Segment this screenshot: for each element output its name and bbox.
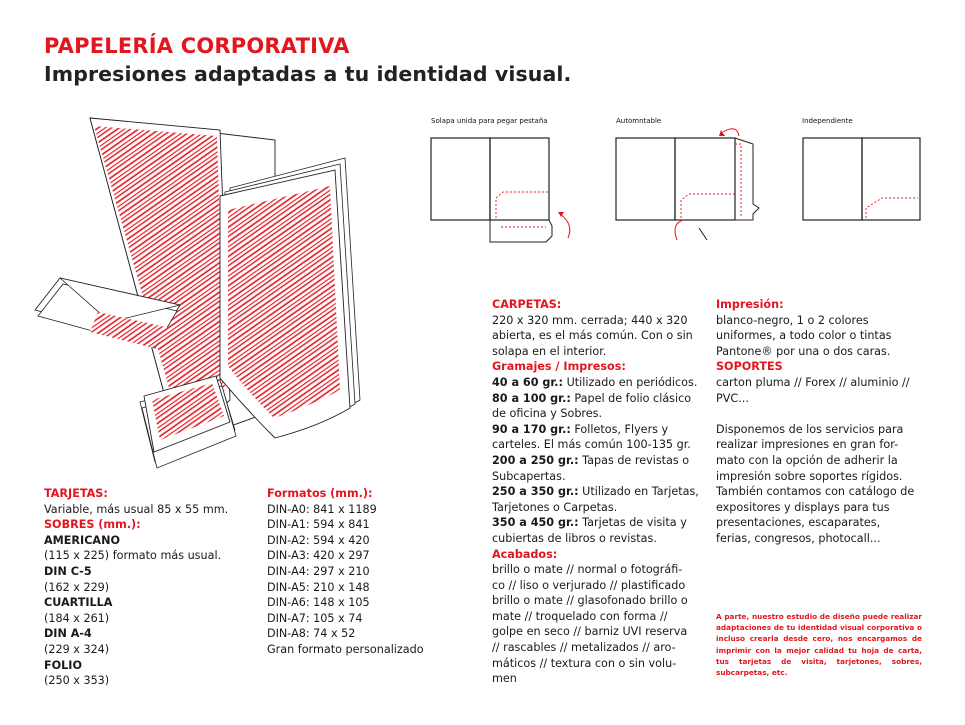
gramaje-key: 250 a 350 gr.: [492, 485, 579, 499]
text-carpetas: 220 x 320 mm. cerrada; 440 x 320 [492, 313, 688, 327]
gramaje-text: Papel de folio clásico [570, 391, 692, 405]
key-dina4: DIN A-4 [44, 627, 92, 641]
formato-item: DIN-A7: 105 x 74 [267, 611, 363, 625]
acabados-line: brillo o mate // normal o fotográfi- [492, 563, 683, 577]
design-studio-note: A parte, nuestro estudio de diseño puede realizar adaptaciones de tu identidad visual corporativa o incluso crearla desde cero, nos encargamos de imprimir con la mejor calidad tu hoja de carta, tus tarjetas de visita, tarjetones, sobres, subcarpetas, etc. [716, 612, 922, 678]
heading-formatos: Formatos (mm.): [267, 487, 373, 500]
servicios-line: Disponemos de los servicios para [716, 422, 904, 436]
gramaje-text: Utilizado en Tarjetas, [578, 485, 699, 499]
key-americano: AMERICANO [44, 533, 120, 547]
formato-item: DIN-A6: 148 x 105 [267, 596, 370, 610]
key-folio: FOLIO [44, 658, 82, 672]
gramaje-key: 80 a 100 gr.: [492, 391, 571, 405]
acabados-line: golpe en seco // barniz UVI reserva [492, 625, 688, 639]
impresion-line: Pantone® por una o dos caras. [716, 344, 891, 358]
heading-carpetas: CARPETAS: [492, 298, 562, 311]
column-tarjetas-sobres [44, 486, 228, 689]
text-cuartilla: (184 x 261) [44, 611, 110, 625]
diagram-label-automontable: Automntable [616, 117, 662, 125]
key-cuartilla: CUARTILLA [44, 596, 113, 610]
gramaje-text: Tarjetas de visita y [578, 516, 687, 530]
formato-item: DIN-A0: 841 x 1189 [267, 502, 377, 516]
acabados-line: men [492, 672, 517, 686]
formato-item: DIN-A1: 594 x 841 [267, 518, 370, 532]
formato-item: DIN-A5: 210 x 148 [267, 580, 370, 594]
acabados-line: máticos // textura con o sin volu- [492, 656, 677, 670]
gramaje-text: Utilizado en periódicos. [563, 375, 698, 389]
diagram-label-independiente: Independiente [802, 117, 853, 125]
text-dinc5: (162 x 229) [44, 580, 110, 594]
key-dinc5: DIN C-5 [44, 564, 92, 578]
gramaje-key: 200 a 250 gr.: [492, 453, 579, 467]
heading-tarjetas: TARJETAS: [44, 487, 108, 500]
impresion-line: uniformes, a todo color o tintas [716, 329, 892, 343]
folder-diagram-solapa-unida [428, 128, 578, 258]
gramaje-text: de oficina y Sobres. [492, 407, 603, 421]
gramaje-text: Tapas de revistas o [578, 453, 690, 467]
folder-diagram-automontable [613, 124, 773, 254]
heading-gramajes: Gramajes / Impresos: [492, 360, 626, 374]
acabados-line: brillo o mate // glasofonado brillo o [492, 594, 688, 608]
gramaje-key: 350 a 450 gr.: [492, 516, 579, 530]
diagram-label-solapa-unida: Solapa unida para pegar pestaña [431, 117, 548, 125]
folder-diagram-independiente [800, 128, 925, 228]
gramaje-text: carteles. El más común 100-135 gr. [492, 438, 691, 452]
servicios-line: realizar impresiones en gran for- [716, 438, 899, 452]
text-dina4: (229 x 324) [44, 642, 110, 656]
servicios-line: presentaciones, escaparates, [716, 516, 881, 530]
text-carpetas: abierta, es el más común. Con o sin [492, 329, 693, 343]
formato-item: DIN-A8: 74 x 52 [267, 627, 356, 641]
heading-impresion: Impresión: [716, 298, 784, 311]
servicios-line: mato con la opción de adherir la [716, 453, 898, 467]
column-formatos [267, 486, 424, 658]
heading-sobres: SOBRES (mm.): [44, 518, 141, 532]
acabados-line: // rascables // metalizados // aro- [492, 641, 676, 655]
gramaje-text: Subcapertas. [492, 469, 566, 483]
soportes-line: PVC... [716, 391, 749, 405]
stationery-illustration [30, 100, 400, 480]
formato-item: DIN-A3: 420 x 297 [267, 549, 370, 563]
text-americano: (115 x 225) formato más usual. [44, 549, 222, 563]
heading-acabados: Acabados: [492, 547, 558, 561]
servicios-line: ferias, congresos, photocall... [716, 531, 881, 545]
text-folio: (250 x 353) [44, 674, 110, 688]
column-carpetas-gramajes [492, 297, 699, 687]
acabados-line: co // liso o verjurado // plastificado [492, 578, 686, 592]
text-tarjetas: Variable, más usual 85 x 55 mm. [44, 502, 229, 516]
servicios-line: impresión sobre soportes rígidos. [716, 469, 903, 483]
gramaje-text: Folletos, Flyers y [570, 422, 669, 436]
sheet-stack [220, 158, 360, 438]
soportes-line: carton pluma // Forex // aluminio // [716, 375, 910, 389]
servicios-line: También contamos con catálogo de [716, 485, 915, 499]
page-subtitle: Impresiones adaptadas a tu identidad visual. [44, 62, 572, 86]
gramaje-key: 40 a 60 gr.: [492, 375, 564, 389]
gramaje-text: cubiertas de libros o revistas. [492, 531, 657, 545]
servicios-line: expositores y displays para tus [716, 500, 890, 514]
acabados-line: mate // troquelado con forma // [492, 609, 668, 623]
formato-item: Gran formato personalizado [267, 642, 424, 656]
formato-item: DIN-A4: 297 x 210 [267, 564, 370, 578]
impresion-line: blanco-negro, 1 o 2 colores [716, 313, 869, 327]
gramaje-key: 90 a 170 gr.: [492, 422, 571, 436]
business-card-stack [140, 376, 236, 468]
formato-item: DIN-A2: 594 x 420 [267, 533, 370, 547]
text-carpetas: solapa en el interior. [492, 344, 607, 358]
column-impresion-soportes [716, 297, 914, 547]
heading-soportes: SOPORTES [716, 360, 783, 374]
page-title: PAPELERÍA CORPORATIVA [44, 34, 350, 58]
gramaje-text: Tarjetones o Carpetas. [492, 500, 618, 514]
